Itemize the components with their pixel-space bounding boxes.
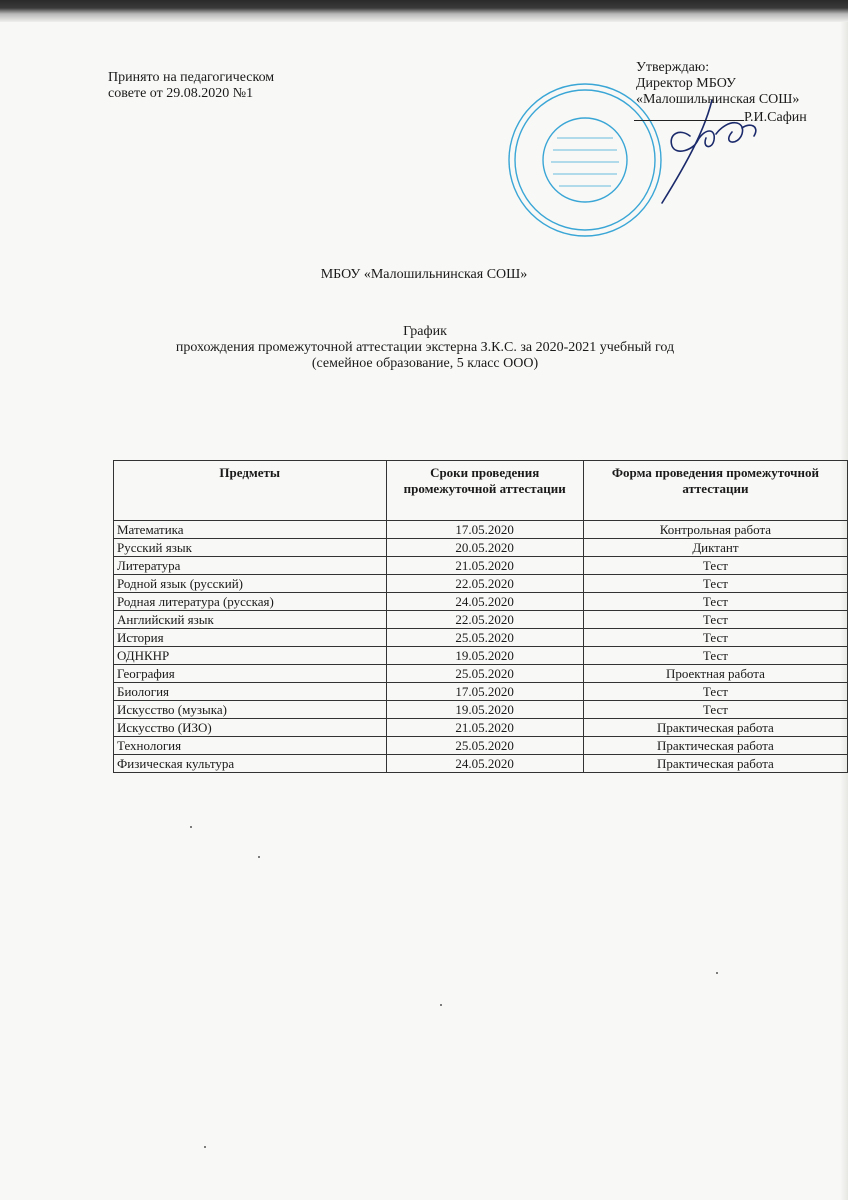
- form-cell: Контрольная работа: [583, 521, 847, 539]
- signature-line: [634, 108, 744, 121]
- title-line2: прохождения промежуточной аттестации экстерна З.К.С. за 2020-2021 учебный год: [175, 340, 675, 355]
- date-cell: 19.05.2020: [386, 701, 583, 719]
- table-row: [114, 629, 848, 647]
- form-cell: Тест: [583, 593, 847, 611]
- date-cell: 25.05.2020: [386, 737, 583, 755]
- header-dates: Сроки проведения промежуточной аттестации: [386, 461, 583, 521]
- scan-speck: [440, 1004, 442, 1006]
- title-line3: (семейное образование, 5 класс ООО): [311, 356, 539, 371]
- table-row: [114, 539, 848, 557]
- form-cell: Практическая работа: [583, 737, 847, 755]
- table-row: [114, 737, 848, 755]
- subject-cell: Искусство (ИЗО): [114, 719, 387, 737]
- schedule-table-body: [114, 521, 848, 773]
- scan-speck: [716, 972, 718, 974]
- form-cell: Тест: [583, 557, 847, 575]
- approval-line1: Утверждаю:: [636, 60, 710, 75]
- table-row: [114, 665, 848, 683]
- subject-cell: Родной язык (русский): [114, 575, 387, 593]
- date-cell: 24.05.2020: [386, 593, 583, 611]
- date-cell: 20.05.2020: [386, 539, 583, 557]
- form-cell: Проектная работа: [583, 665, 847, 683]
- approval-block: [636, 60, 807, 126]
- signer-name: Р.И.Сафин: [744, 110, 807, 125]
- date-cell: 24.05.2020: [386, 755, 583, 773]
- table-row: [114, 557, 848, 575]
- subject-cell: Биология: [114, 683, 387, 701]
- subject-cell: ОДНКНР: [114, 647, 387, 665]
- form-cell: Тест: [583, 683, 847, 701]
- form-cell: Практическая работа: [583, 755, 847, 773]
- date-cell: 17.05.2020: [386, 683, 583, 701]
- form-cell: Тест: [583, 629, 847, 647]
- school-name: МБОУ «Малошильнинская СОШ»: [320, 267, 528, 282]
- table-row: [114, 521, 848, 539]
- form-cell: Тест: [583, 611, 847, 629]
- scan-edge-top: [0, 0, 848, 22]
- title-line1: График: [403, 324, 447, 339]
- form-cell: Практическая работа: [583, 719, 847, 737]
- subject-cell: Технология: [114, 737, 387, 755]
- table-row: [114, 647, 848, 665]
- date-cell: 19.05.2020: [386, 647, 583, 665]
- subject-cell: Математика: [114, 521, 387, 539]
- table-row: [114, 683, 848, 701]
- subject-cell: История: [114, 629, 387, 647]
- date-cell: 17.05.2020: [386, 521, 583, 539]
- table-row: [114, 701, 848, 719]
- header-subjects: Предметы: [114, 461, 387, 521]
- date-cell: 22.05.2020: [386, 575, 583, 593]
- date-cell: 21.05.2020: [386, 719, 583, 737]
- scan-speck: [258, 856, 260, 858]
- table-row: [114, 611, 848, 629]
- table-header-row: [114, 461, 848, 521]
- scan-speck: [190, 826, 192, 828]
- form-cell: Диктант: [583, 539, 847, 557]
- table-row: [114, 593, 848, 611]
- table-row: [114, 719, 848, 737]
- document-title: [30, 324, 820, 372]
- table-row: [114, 755, 848, 773]
- approval-line3: «Малошильнинская СОШ»: [636, 92, 800, 107]
- subject-cell: География: [114, 665, 387, 683]
- adoption-note: [108, 70, 274, 102]
- form-cell: Тест: [583, 575, 847, 593]
- subject-cell: Русский язык: [114, 539, 387, 557]
- form-cell: Тест: [583, 701, 847, 719]
- subject-cell: Родная литература (русская): [114, 593, 387, 611]
- table-row: [114, 575, 848, 593]
- schedule-table: [113, 460, 848, 773]
- subject-cell: Искусство (музыка): [114, 701, 387, 719]
- signature-row: [634, 108, 807, 126]
- subject-cell: Английский язык: [114, 611, 387, 629]
- approval-line2: Директор МБОУ: [636, 76, 736, 91]
- subject-cell: Литература: [114, 557, 387, 575]
- form-cell: Тест: [583, 647, 847, 665]
- scan-speck: [204, 1146, 206, 1148]
- adoption-note-line1: Принято на педагогическом: [108, 70, 275, 85]
- date-cell: 22.05.2020: [386, 611, 583, 629]
- subject-cell: Физическая культура: [114, 755, 387, 773]
- date-cell: 21.05.2020: [386, 557, 583, 575]
- adoption-note-line2: совете от 29.08.2020 №1: [108, 86, 254, 101]
- date-cell: 25.05.2020: [386, 629, 583, 647]
- date-cell: 25.05.2020: [386, 665, 583, 683]
- header-form: Форма проведения промежуточной аттестации: [583, 461, 847, 521]
